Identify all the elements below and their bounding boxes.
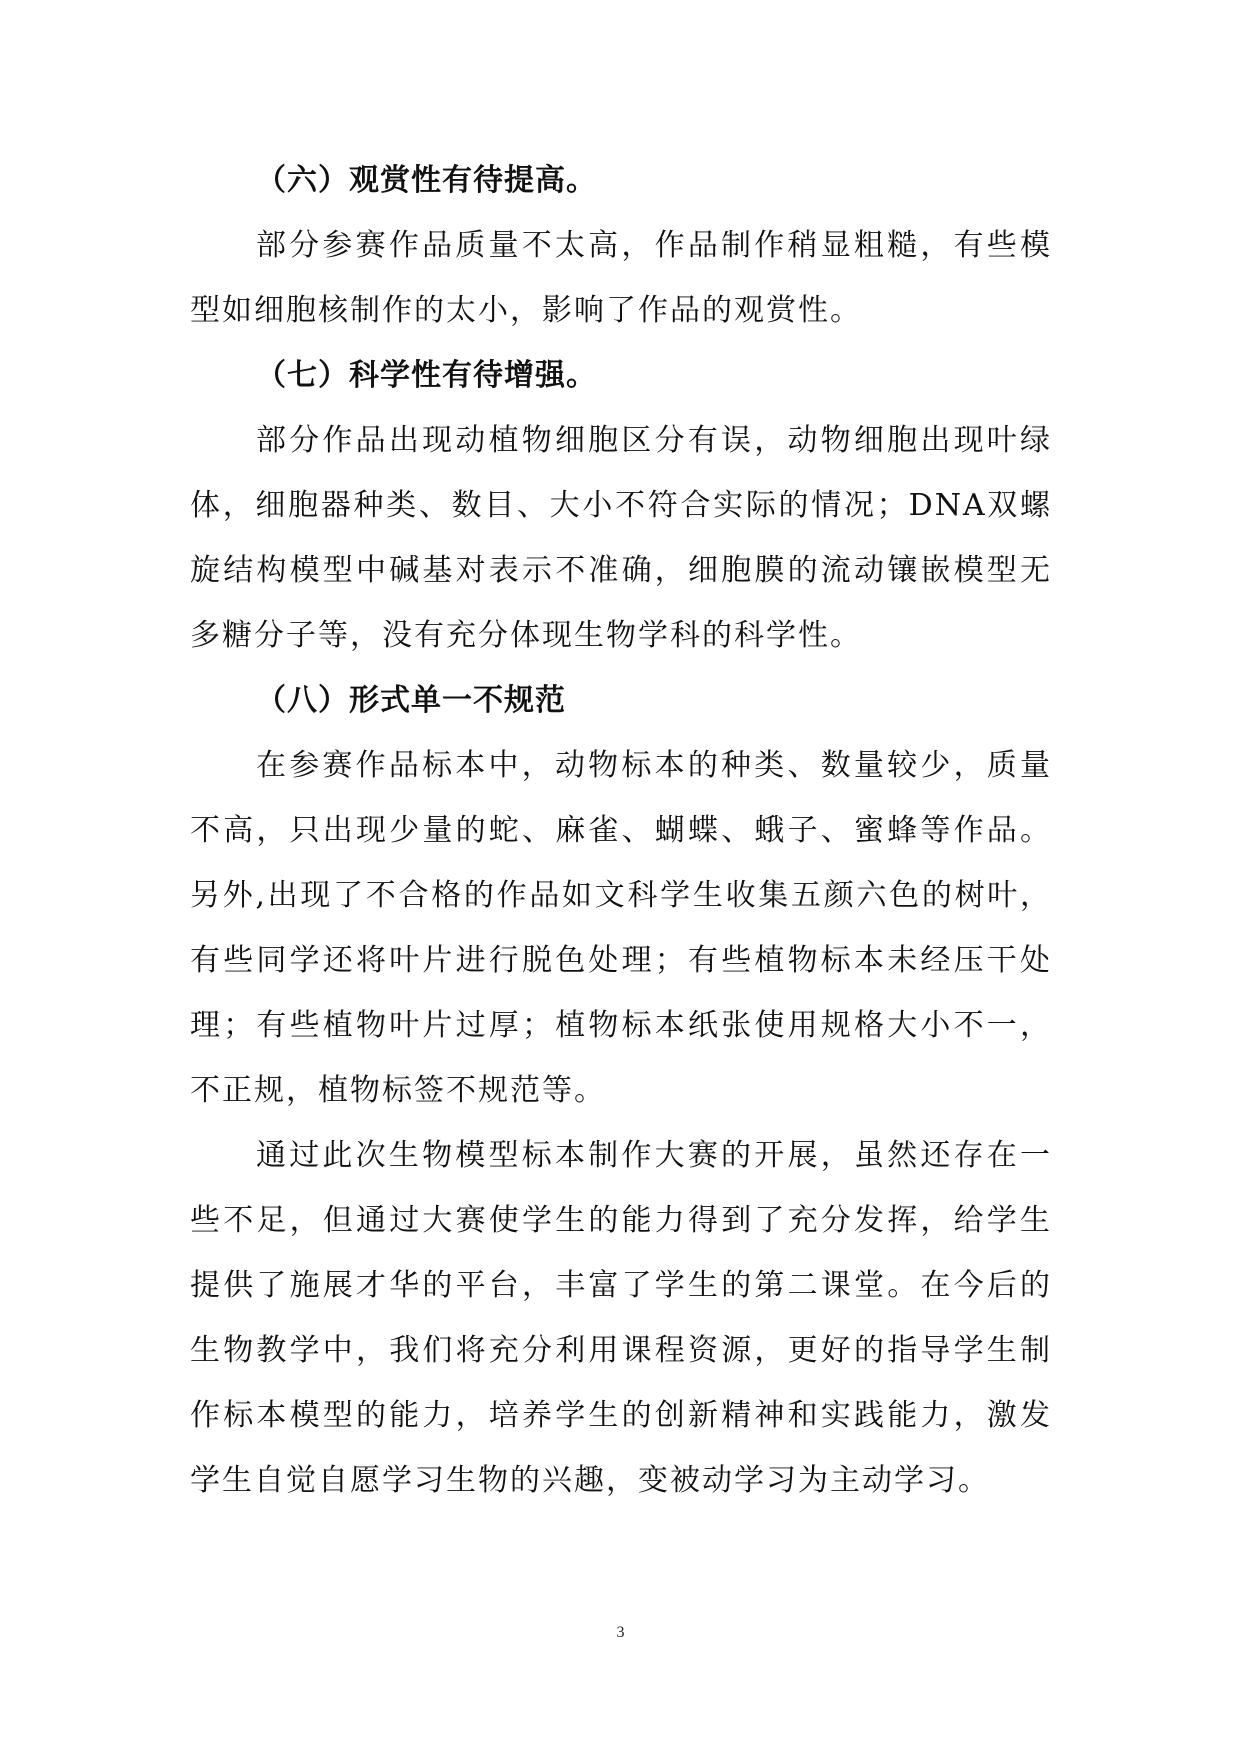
section-paragraph-7: 部分作品出现动植物细胞区分有误，动物细胞出现叶绿体，细胞器种类、数目、大小不符合实际的情况；DNA双螺旋结构模型中碱基对表示不准确，细胞膜的流动镶嵌模型无多糖分子等，没有充分体现生物学科的科学性。 [190, 423, 1052, 653]
section-paragraph-6: 部分参赛作品质量不太高，作品制作稍显粗糙，有些模型如细胞核制作的太小，影响了作品的观赏性。 [190, 228, 1052, 328]
conclusion-paragraph: 通过此次生物模型标本制作大赛的开展，虽然还存在一些不足，但通过大赛使学生的能力得到了充分发挥，给学生提供了施展才华的平台，丰富了学生的第二课堂。在今后的生物教学中，我们将充分利用课程资源，更好的指导学生制作标本模型的能力，培养学生的创新精神和实践能力，激发学生自觉自愿学习生物的兴趣，变被动学习为主动学习。 [190, 1138, 1052, 1498]
section-paragraph-8: 在参赛作品标本中，动物标本的种类、数量较少，质量不高，只出现少量的蛇、麻雀、蝴蝶、蛾子、蜜蜂等作品。另外,出现了不合格的作品如文科学生收集五颜六色的树叶，有些同学还将叶片进行脱色处理；有些植物标本未经压干处理；有些植物叶片过厚；植物标本纸张使用规格大小不一，不正规，植物标签不规范等。 [190, 748, 1052, 1108]
page-content [190, 148, 1052, 1513]
section-heading-6: （六）观赏性有待提高。 [256, 163, 597, 198]
section-heading-7: （七）科学性有待增强。 [256, 358, 597, 393]
section-heading-8: （八）形式单一不规范 [256, 683, 566, 718]
page-number: 3 [616, 1624, 625, 1641]
